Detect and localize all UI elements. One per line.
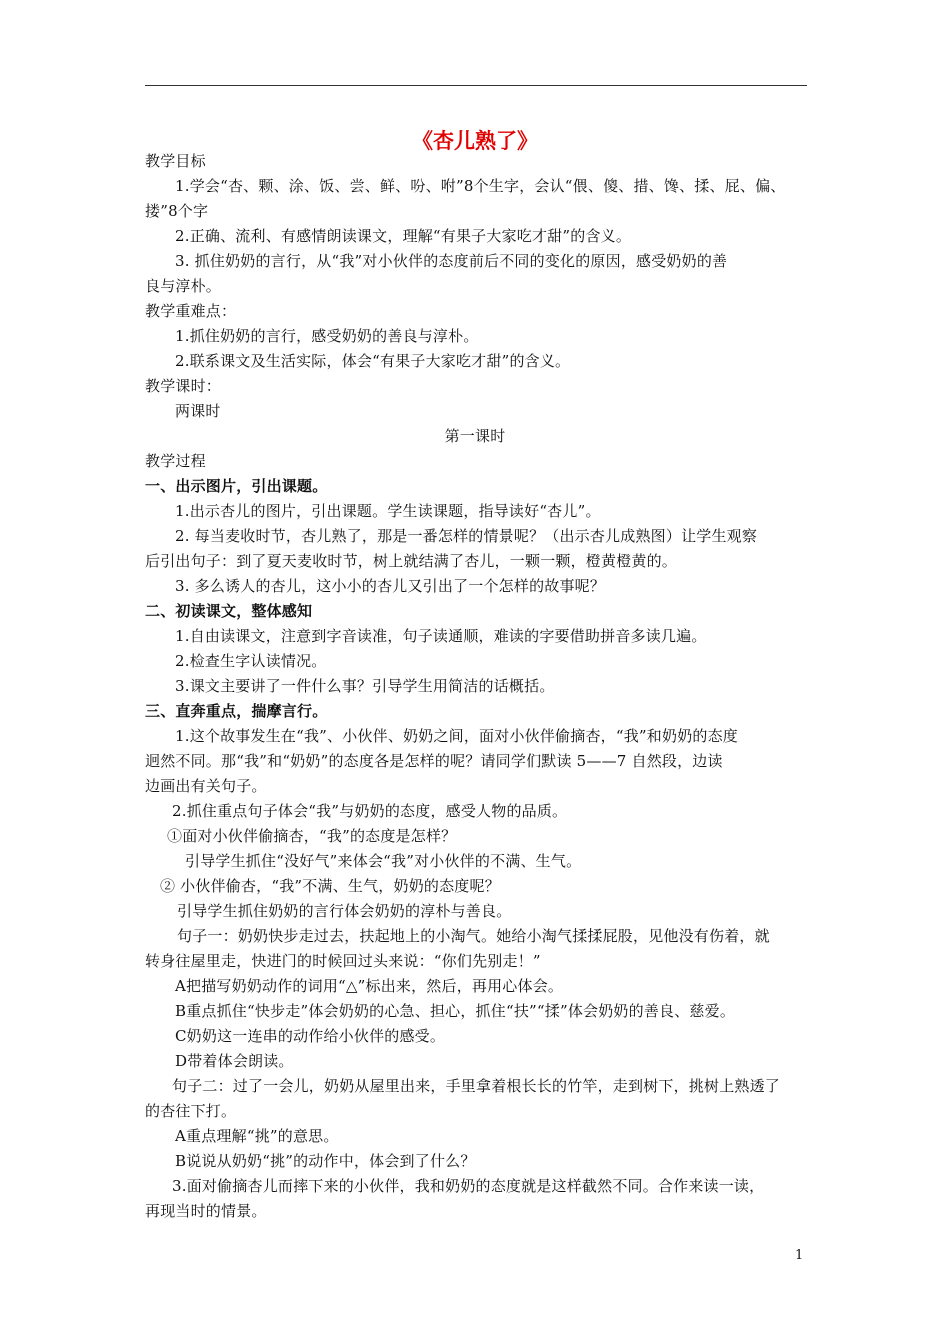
section-3-item-2: 2.抓住重点句子体会“我”与奶奶的态度，感受人物的品质。 (172, 802, 568, 820)
section-3-item-1-line-2: 迥然不同。那“我”和“奶奶”的态度各是怎样的呢？请同学们默读 5——7 自然段，边读 (145, 752, 723, 770)
document-title: 《杏儿熟了》 (412, 129, 538, 153)
key-point-2: 2.联系课文及生活实际，体会“有果子大家吃才甜”的含义。 (175, 352, 571, 370)
page-number: 1 (795, 1248, 804, 1263)
sentence-one-step-a: A把描写奶奶动作的词用“△”标出来，然后，再用心体会。 (175, 977, 564, 995)
section-2-item-1: 1.自由读课文，注意到字音读准，句子读通顺，难读的字要借助拼音多读几遍。 (175, 627, 707, 645)
heading-key-points: 教学重难点： (145, 302, 237, 320)
sentence-one-step-c: C奶奶这一连串的动作给小伙伴的感受。 (175, 1027, 446, 1045)
sentence-one-line-1: 句子一：奶奶快步走过去，扶起地上的小淘气。她给小淘气揉揉屁股，见他没有伤着，就 (177, 927, 770, 945)
section-3-item-1-line-3: 边画出有关句子。 (145, 777, 267, 795)
sentence-two-line-1: 句子二：过了一会儿，奶奶从屋里出来，手里拿着根长长的竹竿，走到树下，挑树上熟透了 (172, 1077, 781, 1095)
key-point-1: 1.抓住奶奶的言行，感受奶奶的善良与淳朴。 (175, 327, 479, 345)
sub-item-2-guide: 引导学生抓住奶奶的言行体会奶奶的淳朴与善良。 (177, 902, 512, 920)
section-1-item-2-line-1: 2. 每当麦收时节，杏儿熟了，那是一番怎样的情景呢？（出示杏儿成熟图）让学生观察 (175, 527, 758, 545)
heading-teaching-goals: 教学目标 (145, 152, 206, 170)
sub-item-2: ② 小伙伴偷杏，“我”不满、生气，奶奶的态度呢？ (160, 877, 500, 895)
section-1-item-3: 3. 多么诱人的杏儿，这小小的杏儿又引出了一个怎样的故事呢？ (175, 577, 606, 595)
section-first-period: 第一课时 (444, 427, 506, 445)
section-2-item-3: 3.课文主要讲了一件什么事？引导学生用简洁的话概括。 (175, 677, 555, 695)
sentence-one-step-d: D带着体会朗读。 (175, 1052, 294, 1070)
class-hours-value: 两课时 (175, 402, 221, 420)
section-3-item-3-line-1: 3.面对偷摘杏儿而摔下来的小伙伴，我和奶奶的态度就是这样截然不同。合作来读一读， (172, 1177, 765, 1195)
goal-3-line-2: 良与淳朴。 (145, 277, 222, 295)
sub-item-1: ①面对小伙伴偷摘杏，“我”的态度是怎样？ (167, 827, 457, 845)
section-1-heading: 一、出示图片，引出课题。 (145, 477, 328, 495)
section-1-item-1: 1.出示杏儿的图片，引出课题。学生读课题，指导读好“杏儿”。 (175, 502, 601, 520)
section-1-item-2-line-2: 后引出句子：到了夏天麦收时节，树上就结满了杏儿，一颗一颗，橙黄橙黄的。 (145, 552, 678, 570)
sub-item-1-guide: 引导学生抓住“没好气”来体会“我”对小伙伴的不满、生气。 (185, 852, 582, 870)
goal-1-line-1: 1.学会“杏、颗、涂、饭、尝、鲜、吩、咐”8个生字，会认“偎、傻、措、馋、揉、屁、偏、 (175, 177, 786, 195)
section-3-item-3-line-2: 再现当时的情景。 (145, 1202, 267, 1220)
sentence-one-line-2: 转身往屋里走，快进门的时候回过头来说：“你们先别走！” (145, 952, 541, 970)
heading-teaching-process: 教学过程 (145, 452, 206, 470)
section-2-item-2: 2.检查生字认读情况。 (175, 652, 327, 670)
section-3-item-1-line-1: 1.这个故事发生在“我”、小伙伴、奶奶之间，面对小伙伴偷摘杏，“我”和奶奶的态度 (175, 727, 738, 745)
header-rule (145, 85, 807, 86)
goal-3-line-1: 3. 抓住奶奶的言行，从“我”对小伙伴的态度前后不同的变化的原因，感受奶奶的善 (175, 252, 728, 270)
heading-class-hours: 教学课时： (145, 377, 222, 395)
section-2-heading: 二、初读课文，整体感知 (145, 602, 313, 620)
sentence-two-step-a: A重点理解“挑”的意思。 (175, 1127, 339, 1145)
sentence-two-step-b: B说说从奶奶“挑”的动作中，体会到了什么？ (175, 1152, 476, 1170)
goal-1-line-2: 搂”8个字 (145, 202, 209, 220)
sentence-two-line-2: 的杏往下打。 (145, 1102, 237, 1120)
goal-2: 2.正确、流利、有感情朗读课文，理解“有果子大家吃才甜”的含义。 (175, 227, 632, 245)
sentence-one-step-b: B重点抓住“快步走”体会奶奶的心急、担心，抓住“扶”“揉”体会奶奶的善良、慈爱。 (175, 1002, 736, 1020)
section-3-heading: 三、直奔重点，揣摩言行。 (145, 702, 328, 720)
